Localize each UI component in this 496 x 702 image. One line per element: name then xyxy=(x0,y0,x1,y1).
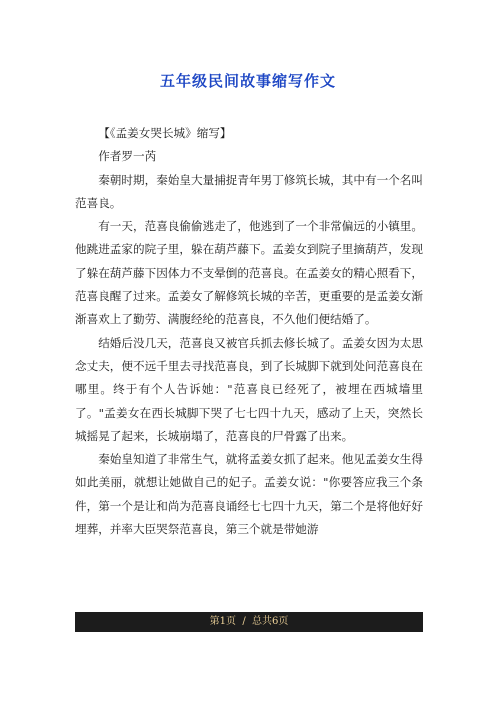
paragraph-author: 作者罗一芮 xyxy=(98,149,157,164)
page-indicator: 第1页 / 总共6页 xyxy=(209,616,289,627)
paragraph: 结婚后没几天，范喜良又被官兵抓去修长城了。孟姜女因为太思念丈夫，便不远千里去寻找范喜良，到了长城脚下就到处问范喜良在哪里。终于有个人告诉她："范喜良已经死了，被埋在西城墙里了。"孟姜女在西长城脚下哭了七七四十九天，感动了上天，突然长城摇晃了起来，长城崩塌了，范喜良的尸骨露了出来。 xyxy=(75,335,423,443)
page-footer-bar xyxy=(75,612,423,632)
document-title: 五年级民间故事缩写作文 xyxy=(159,72,336,90)
paragraph: 有一天，范喜良偷偷逃走了，他逃到了一个非常偏远的小镇里。他跳进孟家的院子里，躲在葫芦藤下。孟姜女到院子里摘葫芦，发现了躲在葫芦藤下因体力不支晕倒的范喜良。在孟姜女的精心照看下，范喜良醒了过来。孟姜女了解修筑长城的辛苦，更重要的是孟姜女渐渐喜欢上了勤劳、满腹经纶的范喜良，不久他们便结婚了。 xyxy=(75,219,423,327)
paragraph-heading: 【《孟姜女哭长城》缩写】 xyxy=(98,126,232,140)
paragraph: 秦朝时期，秦始皇大量捕捉青年男丁修筑长城，其中有一个名叫范喜良。 xyxy=(75,172,423,210)
document-body xyxy=(75,122,423,541)
paragraph: 秦始皇知道了非常生气，就将孟姜女抓了起来。他见孟姜女生得如此美丽，就想让她做自己的妃子。孟姜女说："你要答应我三个条件，第一个是让和尚为范喜良诵经七七四十九天，第二个是将他好好埋葬，并率大臣哭祭范喜良，第三个就是带她游 xyxy=(75,452,423,537)
